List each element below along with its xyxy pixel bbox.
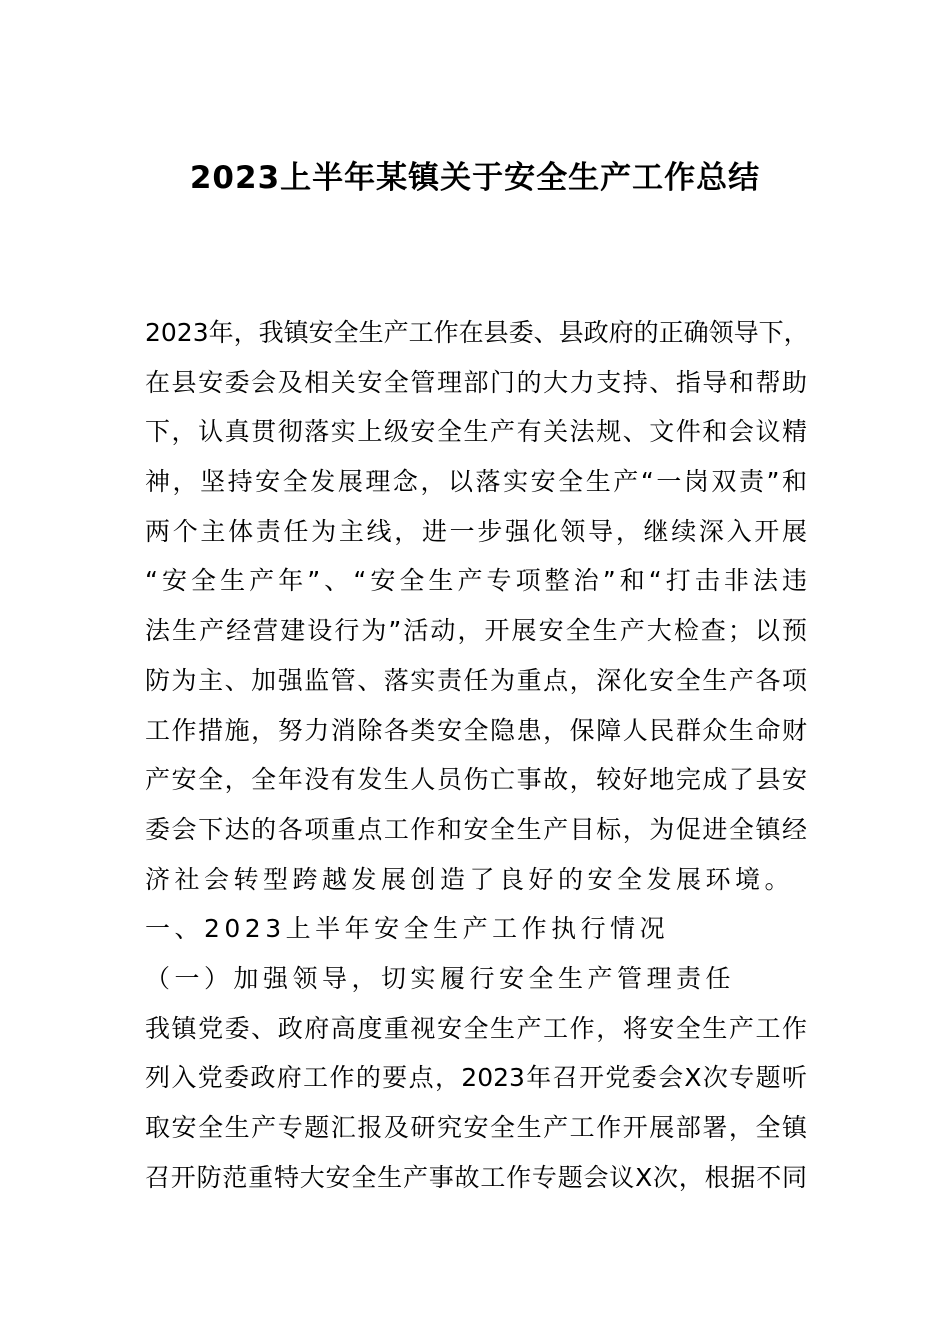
paragraph-line: 列入党委政府工作的要点，2023年召开党委会X次专题听 [145,1063,807,1093]
paragraph-line: 法生产经营建设行为”活动，开展安全生产大检查；以预 [145,616,807,646]
paragraph-line: 防为主、加强监管、落实责任为重点，深化安全生产各项 [145,665,807,695]
document-title: 2023上半年某镇关于安全生产工作总结 [189,160,761,196]
paragraph-line: 取安全生产专题汇报及研究安全生产工作开展部署，全镇 [145,1113,807,1142]
paragraph-line: 2023年，我镇安全生产工作在县委、县政府的正确领导下， [145,318,809,347]
paragraph-line: 神，坚持安全发展理念，以落实安全生产“一岗双责”和 [145,467,807,497]
paragraph-line: 产安全，全年没有发生人员伤亡事故，较好地完成了县安 [145,765,807,795]
paragraph-line: 召开防范重特大安全生产事故工作专题会议X次，根据不同 [145,1162,807,1192]
paragraph-line: 委会下达的各项重点工作和安全生产目标，为促进全镇经 [145,814,807,844]
paragraph-line: 工作措施，努力消除各类安全隐患，保障人民群众生命财 [145,715,807,745]
paragraph-line: 两个主体责任为主线，进一步强化领导，继续深入开展 [145,516,807,546]
subheading-line: （一）加强领导，切实履行安全生产管理责任 [145,963,736,993]
heading-line: 一、2023上半年安全生产工作执行情况 [145,914,670,944]
paragraph-line: 我镇党委、政府高度重视安全生产工作，将安全生产工作 [145,1013,807,1043]
paragraph-line: “安全生产年”、“安全生产专项整治”和“打击非法违 [145,566,807,596]
paragraph-line: 下，认真贯彻落实上级安全生产有关法规、文件和会议精 [145,417,807,447]
document-body [145,308,807,1202]
paragraph-line: 在县安委会及相关安全管理部门的大力支持、指导和帮助 [145,367,807,397]
paragraph-line: 济社会转型跨越发展创造了良好的安全发展环境。 [145,864,795,894]
